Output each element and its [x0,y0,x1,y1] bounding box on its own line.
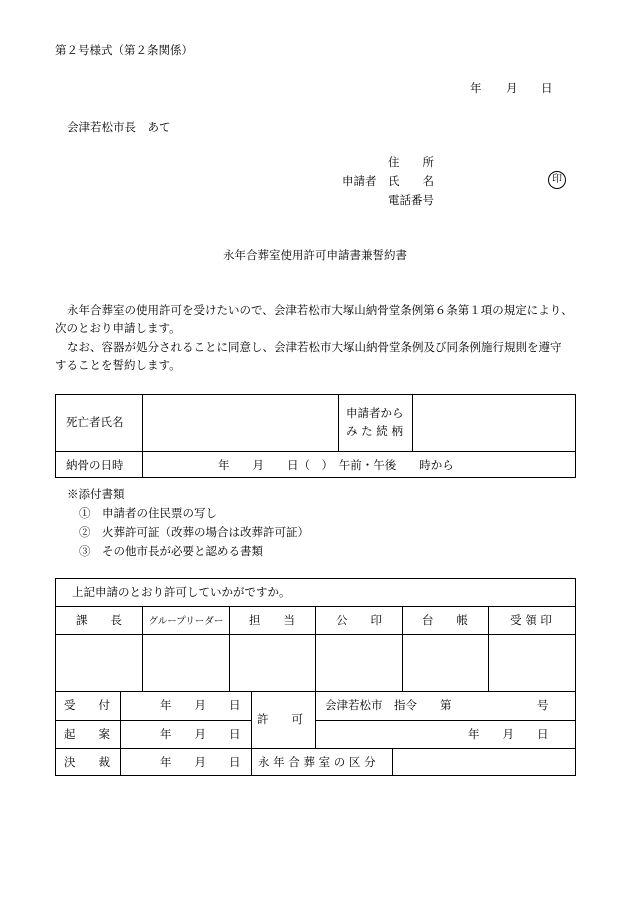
table1-col-divider [142,395,143,477]
row-label-drafted: 起 案 [64,727,110,741]
deceased-name-label: 死亡者氏名 [66,415,124,429]
document-title: 永年合葬室使用許可申請書兼誓約書 [223,248,407,262]
date-month: 月 [506,81,518,95]
stamp-box-register[interactable] [403,636,487,690]
attachment-item: ③ その他市長が必要と認める書類 [79,544,263,558]
permit-label: 許 可 [257,712,303,726]
form-number: 第２号様式（第２条関係） [55,43,193,57]
applicant-name-label: 氏 名 [388,174,434,188]
deceased-info-table [55,394,576,478]
applicant-address-label: 住 所 [388,155,434,169]
row-label-decided: 決 裁 [64,755,110,769]
body-p2-line1: なお、容器が処分されることに同意し、会津若松市大塚山納骨堂条例及び同条例施行規則を遵守 [67,340,562,354]
table2-col-line [120,691,121,775]
table2-row-line [315,720,575,721]
table1-row-divider [56,451,575,452]
header-group-leader: グループリーダー [148,616,224,627]
table2-col-line [315,691,316,748]
category-label: 永 年 合 葬 室 の 区 分 [258,755,376,769]
applicant-label: 申請者 [342,174,377,188]
row-date-decided[interactable]: 年 月 日 [160,755,241,769]
category-field[interactable] [394,750,574,774]
row-date-received[interactable]: 年 月 日 [160,698,241,712]
approval-question: 上記申請のとおり許可していかがですか。 [72,585,291,599]
body-p1-line2: 次のとおり申請します。 [55,321,181,335]
seal-mark [548,171,566,189]
table2-col-line [488,606,489,691]
header-staff: 担 当 [249,613,295,627]
date-day: 日 [541,81,553,95]
attachment-item: ① 申請者の住民票の写し [79,506,217,520]
relation-label-line1: 申請者から [346,406,404,420]
header-register: 台 帳 [422,613,468,627]
seal-text: 印 [552,174,562,185]
stamp-box-receipt-seal[interactable] [490,636,574,690]
attachments-header: ※添付書類 [67,487,125,501]
stamp-box-group-leader[interactable] [144,636,228,690]
header-receipt-seal: 受 領 印 [510,613,552,627]
burial-date-label: 納骨の日時 [66,458,124,472]
stamp-box-official-seal[interactable] [317,636,401,690]
office-approval-table [55,578,576,776]
row-date-drafted[interactable]: 年 月 日 [160,727,241,741]
permit-date[interactable]: 年 月 日 [468,727,549,741]
applicant-phone-label: 電話番号 [388,193,434,207]
table2-row-line [56,720,251,721]
permit-number[interactable]: 会津若松市 指令 第 [325,698,452,712]
table2-col-line [315,606,316,691]
table2-col-line [392,748,393,775]
body-p2-line2: することを誓約します。 [55,358,181,372]
table2-col-line [142,606,143,691]
header-section-chief: 課 長 [76,613,122,627]
body-p1-line1: 永年合葬室の使用許可を受けたいので、会津若松市大塚山納骨堂条例第６条第１項の規定により、 [67,303,573,317]
stamp-box-staff[interactable] [230,636,314,690]
burial-date-value[interactable]: 年 月 日（ ） 午前・午後 時から [218,458,454,472]
permit-number-suffix: 号 [537,698,549,712]
table1-relation-left-divider [338,395,339,451]
header-official-seal: 公 印 [336,613,382,627]
stamp-box-section-chief[interactable] [57,636,141,690]
table1-relation-right-divider [412,395,413,451]
date-year: 年 [470,81,482,95]
relation-label-line2: み た 続 柄 [346,424,403,438]
table2-row-line [56,748,575,749]
addressee: 会津若松市長 あて [67,120,171,134]
attachment-item: ② 火葬許可証（改葬の場合は改葬許可証） [79,525,309,539]
table2-col-line [251,691,252,775]
relation-field[interactable] [414,397,574,449]
row-label-received: 受 付 [64,698,110,712]
deceased-name-field[interactable] [144,397,337,449]
